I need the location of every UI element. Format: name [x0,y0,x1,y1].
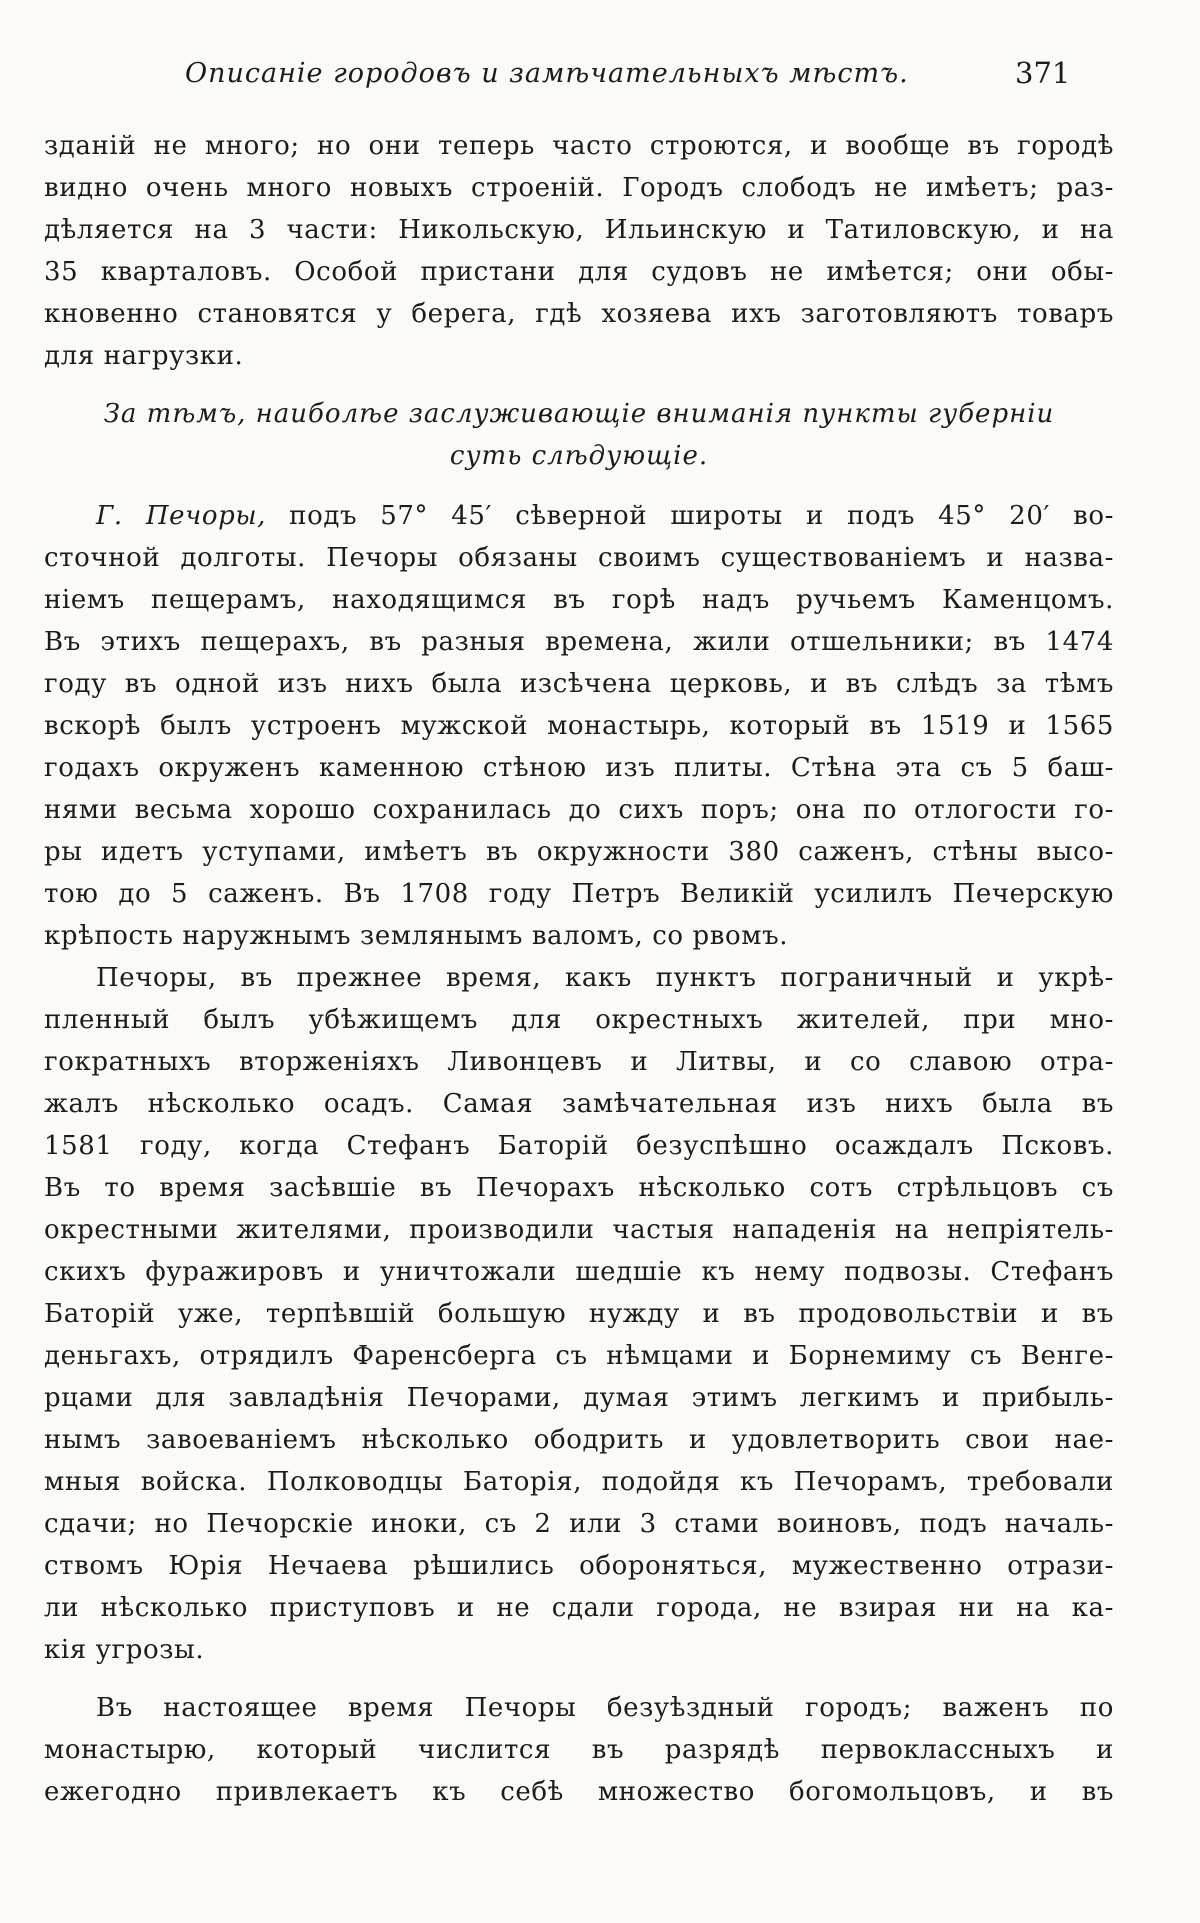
text-line: Печоры, въ прежнее время, какъ пунктъ пограничный и укрѣ- [96,963,1114,993]
text-line: Въ этихъ пещерахъ, въ разныя времена, жили отшельники; въ 1474 [44,627,1114,657]
text-line: тою до 5 саженъ. Въ 1708 году Петръ Великiй усилилъ Печерскую [44,879,1114,909]
place-name: Г. Печоры, [96,501,266,531]
text-line: году въ одной изъ нихъ была изсѣчена церковь, и въ слѣдъ за тѣмъ [44,669,1114,699]
text-line: 1581 году, когда Стефанъ Баторiй безуспѣшно осаждалъ Псковъ. [44,1131,1114,1161]
paragraph-4 [44,1687,1114,1813]
paragraph-3 [44,957,1114,1671]
text-line: ствомъ Юрiя Нечаева рѣшились обороняться, мужественно отрази- [44,1551,1114,1581]
paragraph-1 [44,125,1114,377]
text-line: мныя войска. Полководцы Баторiя, подойдя къ Печорамъ, требовали [44,1467,1114,1497]
text-line: вскорѣ былъ устроенъ мужской монастырь, который въ 1519 и 1565 [44,711,1114,741]
text-line: кновенно становятся у берега, гдѣ хозяева ихъ заготовляютъ товаръ [44,299,1114,329]
running-title: Описанiе городовъ и замѣчательныхъ мѣстъ. [185,58,909,89]
text-line: для нагрузки. [44,341,244,371]
text-line: гократныхъ вторженiяхъ Ливонцевъ и Литвы, и со славою отра- [44,1047,1114,1077]
text-line: ли нѣсколько приступовъ и не сдали города, не взирая ни на ка- [44,1593,1114,1623]
subheading-line: суть слѣдующiе. [449,441,709,471]
text-line: нымъ завоеванiемъ нѣсколько ободрить и удовлетворить свои нае- [44,1425,1114,1455]
text-line: крѣпость наружнымъ землянымъ валомъ, со рвомъ. [44,921,789,951]
text-line: скихъ фуражировъ и уничтожали шедшiе къ нему подвозы. Стефанъ [44,1257,1114,1287]
running-header [0,58,1200,98]
text-line: жалъ нѣсколько осадъ. Самая замѣчательная изъ нихъ была въ [44,1089,1114,1119]
text-line: ежегодно привлекаетъ къ себѣ множество богомольцовъ, и въ [44,1777,1114,1807]
text-line: деньгахъ, отрядилъ Фаренсберга съ нѣмцами и Борнемиму съ Венге- [44,1341,1114,1371]
text-line: дѣляется на 3 части: Никольскую, Ильинскую и Татиловскую, и на [44,215,1114,245]
text-line: пленный былъ убѣжищемъ для окрестныхъ жителей, при мно- [44,1005,1114,1035]
text-line: сточной долготы. Печоры обязаны своимъ существованiемъ и назва- [44,543,1114,573]
page-number: 371 [1015,56,1071,90]
section-subheading [44,393,1114,477]
text-line: нями весьма хорошо сохранилась до сихъ поръ; она по отлогости го- [44,795,1114,825]
text-line: Въ то время засѣвшiе въ Печорахъ нѣсколько сотъ стрѣльцовъ съ [44,1173,1114,1203]
text-line: рцами для завладѣнiя Печорами, думая этимъ легкимъ и прибыль- [44,1383,1114,1413]
text-line: нiемъ пещерамъ, находящимся въ горѣ надъ ручьемъ Каменцомъ. [44,585,1114,615]
text-line: видно очень много новыхъ строенiй. Городъ слободъ не имѣетъ; раз- [44,173,1114,203]
text-line: Баторiй уже, терпѣвшiй большую нужду и въ продовольствiи и въ [44,1299,1114,1329]
text-line: зданiй не много; но они теперь часто строются, и вообще въ городѣ [44,131,1114,161]
text-line: ры идетъ уступами, имѣетъ въ окружности 380 саженъ, стѣны высо- [44,837,1114,867]
text-line [44,495,1114,537]
body-text [44,125,1114,1813]
text-line: окрестными жителями, производили частыя нападенiя на непрiятель- [44,1215,1114,1245]
text-run: подъ 57° 45′ сѣверной широты и подъ 45° 20′ во- [266,501,1114,531]
text-line: кiя угрозы. [44,1635,205,1665]
text-line: Въ настоящее время Печоры безуѣздный городъ; важенъ по [96,1693,1114,1723]
text-line: сдачи; но Печорскiе иноки, съ 2 или 3 стами воиновъ, подъ началь- [44,1509,1114,1539]
subheading-line: За тѣмъ, наиболѣе заслуживающiе вниманiя пункты губернiи [103,399,1055,429]
text-line: монастырю, который числится въ разрядѣ первоклассныхъ и [44,1735,1114,1765]
text-line: 35 кварталовъ. Особой пристани для судовъ не имѣется; они обы- [44,257,1114,287]
paragraph-2 [44,495,1114,957]
text-line: годахъ окруженъ каменною стѣною изъ плиты. Стѣна эта съ 5 баш- [44,753,1114,783]
